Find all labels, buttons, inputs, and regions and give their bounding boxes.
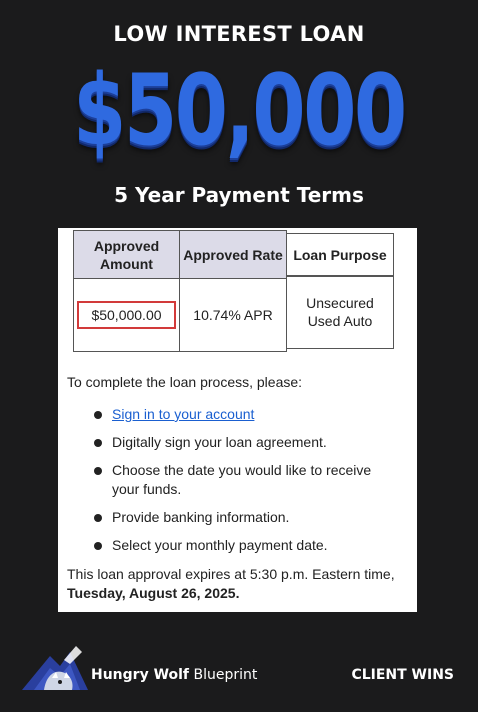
list-item: Choose the date you would like to receive your funds. xyxy=(112,462,372,497)
list-item: Digitally sign your loan agreement. xyxy=(112,434,327,450)
bullet-icon xyxy=(94,411,102,419)
footer xyxy=(0,640,478,700)
bullet-icon xyxy=(94,542,102,550)
header-approved-rate: Approved Rate xyxy=(179,230,287,279)
wolf-mountain-logo-icon xyxy=(20,642,90,692)
loan-approval-document xyxy=(58,228,417,612)
subheadline: 5 Year Payment Terms xyxy=(114,183,364,207)
cell-approved-rate: 10.74% APR xyxy=(179,278,287,352)
cell-loan-purpose: Unsecured Used Auto xyxy=(286,275,394,349)
list-item: Select your monthly payment date. xyxy=(112,537,328,553)
brand-name: Hungry Wolf Blueprint xyxy=(91,667,258,683)
instructions-intro: To complete the loan process, please: xyxy=(67,374,303,390)
header-loan-purpose: Loan Purpose xyxy=(286,233,394,277)
client-wins-label: CLIENT WINS xyxy=(351,667,454,683)
cell-approved-amount xyxy=(73,278,180,352)
list-item xyxy=(112,405,402,424)
bullet-icon xyxy=(94,439,102,447)
bullet-icon xyxy=(94,467,102,475)
expiry-notice: This loan approval expires at 5:30 p.m. Eastern time, xyxy=(67,566,395,582)
bullet-icon xyxy=(94,514,102,522)
list-item: Provide banking information. xyxy=(112,509,290,525)
expiry-date: Tuesday, August 26, 2025. xyxy=(67,585,240,601)
sign-in-link[interactable]: Sign in to your account xyxy=(112,406,255,422)
headline: LOW INTEREST LOAN xyxy=(113,22,365,46)
loan-amount-title: $50,000 xyxy=(73,54,405,168)
header-approved-amount: Approved Amount xyxy=(73,230,180,279)
highlighted-amount: $50,000.00 xyxy=(77,301,175,329)
